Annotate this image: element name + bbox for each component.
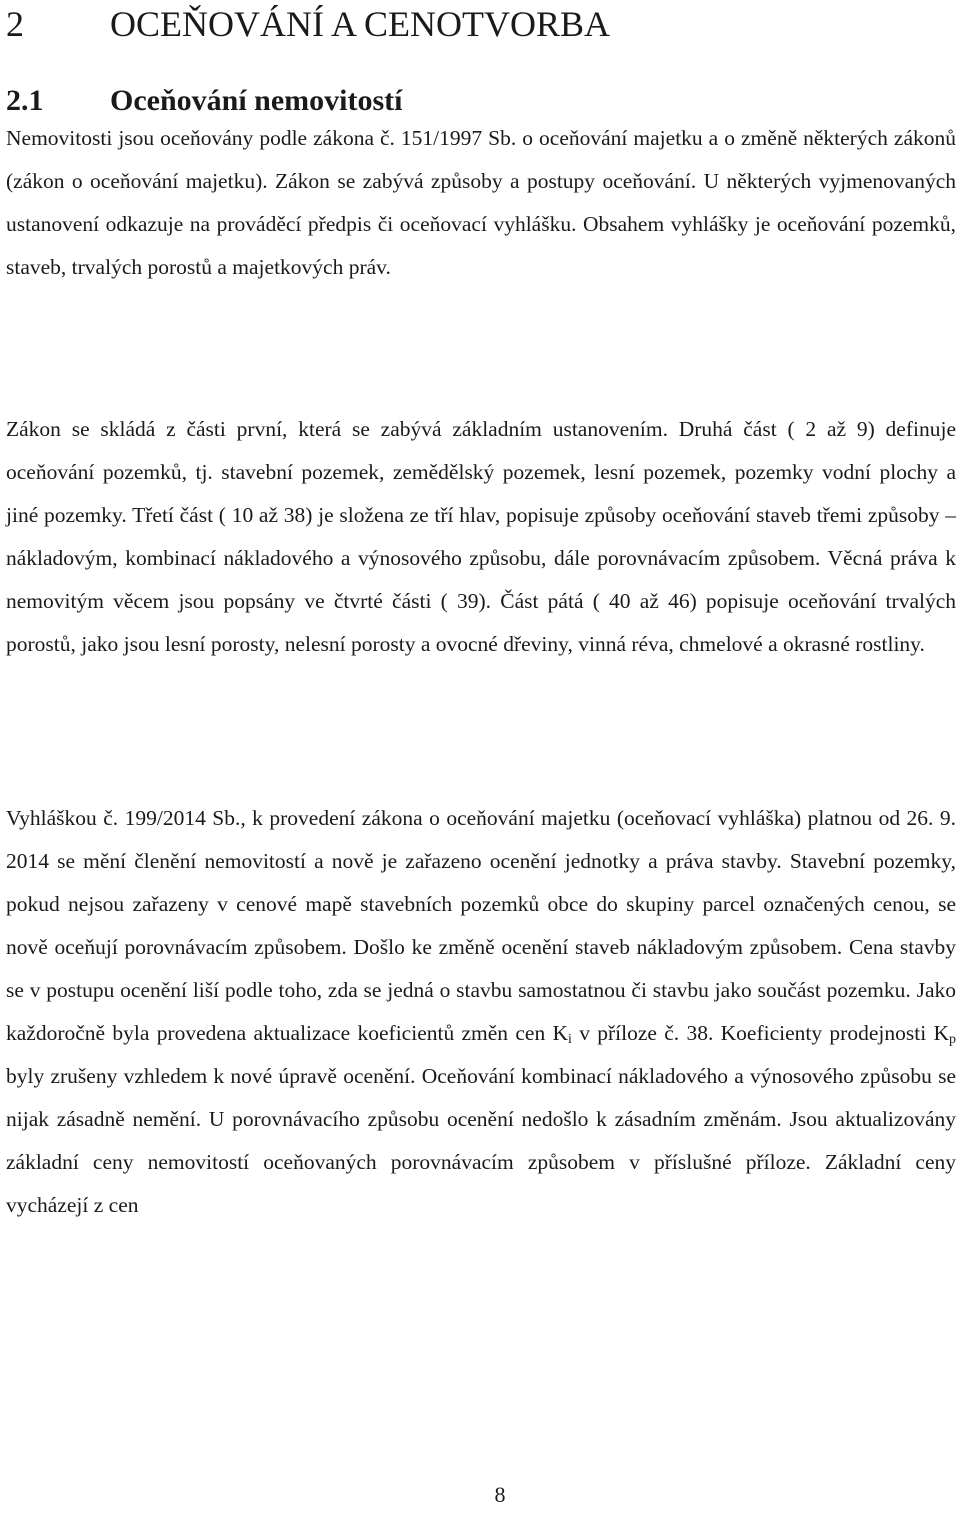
chapter-title: OCEŇOVÁNÍ A CENOTVORBA — [110, 4, 611, 44]
paragraph-decree-part-c: byly zrušeny vzhledem k nové úpravě ocenění. Oceňování kombinací nákladového a výnosového způsobu se nijak zásadně nemění. U porovnávacího způsobu ocenění nedošlo k zásadním změnám. Jsou aktualizovány základní ceny nemovitostí oceňovaných porovnávacím způsobem v příslušné příloze. Základní ceny vycházejí z cen — [6, 1064, 956, 1217]
section-number: 2.1 — [6, 84, 44, 117]
paragraph-decree-part-a: Vyhláškou č. 199/2014 Sb., k provedení zákona o oceňování majetku (oceňovací vyhláška) platnou od 26. 9. 2014 se mění členění nemovitostí a nově je zařazeno ocenění jednotky a práva stavby. Stavební pozemky, pokud nejsou zařazeny v cenové mapě stavebních pozemků obce do skupiny parcel označených cenou, se nově oceňují porovnávacím způsobem. Došlo ke změně ocenění staveb nákladovým způsobem. Cena stavby se v postupu ocenění liší podle toho, zda se jedná o stavbu samostatnou či stavbu jako součást pozemku. Jako každoročně byla provedena aktualizace koeficientů změn cen K — [6, 806, 956, 1045]
page-number: 8 — [494, 1482, 506, 1507]
section-title: Oceňování nemovitostí — [110, 84, 403, 117]
section-heading — [6, 82, 403, 120]
paragraph-law-structure: Zákon se skládá z části první, která se zabývá základním ustanovením. Druhá část ( 2 až 9) definuje oceňování pozemků, tj. stavební pozemek, zemědělský pozemek, lesní pozemek, pozemky vodní plochy a jiné pozemky. Třetí část ( 10 až 38) je složena ze tří hlav, popisuje způsoby oceňování staveb třemi způsoby – nákladovým, kombinací nákladového a výnosového způsobu, dále porovnávacím způsobem. Věcná práva k nemovitým věcem jsou popsány ve čtvrté části ( 39). Část pátá ( 40 až 46) popisuje oceňování trvalých porostů, jako jsou lesní porosty, nelesní porosty a ovocné dřeviny, vinná réva, chmelové a okrasné rostliny. — [6, 417, 956, 656]
paragraph-decree-part-b: v příloze č. 38. Koeficienty prodejnosti K — [571, 1021, 949, 1045]
chapter-number: 2 — [6, 4, 24, 44]
chapter-heading — [6, 2, 610, 46]
subscript-p: p — [949, 1032, 956, 1047]
paragraph-valuation-law: Nemovitosti jsou oceňovány podle zákona č. 151/1997 Sb. o oceňování majetku a o změně některých zákonů (zákon o oceňování majetku). Zákon se zabývá způsoby a postupy oceňování. U některých vyjmenovaných ustanovení odkazuje na prováděcí předpis či oceňovací vyhlášku. Obsahem vyhlášky je oceňování pozemků, staveb, trvalých porostů a majetkových práv. — [6, 126, 956, 279]
subscript-i: i — [568, 1032, 572, 1047]
paragraph-decree — [6, 797, 956, 1227]
